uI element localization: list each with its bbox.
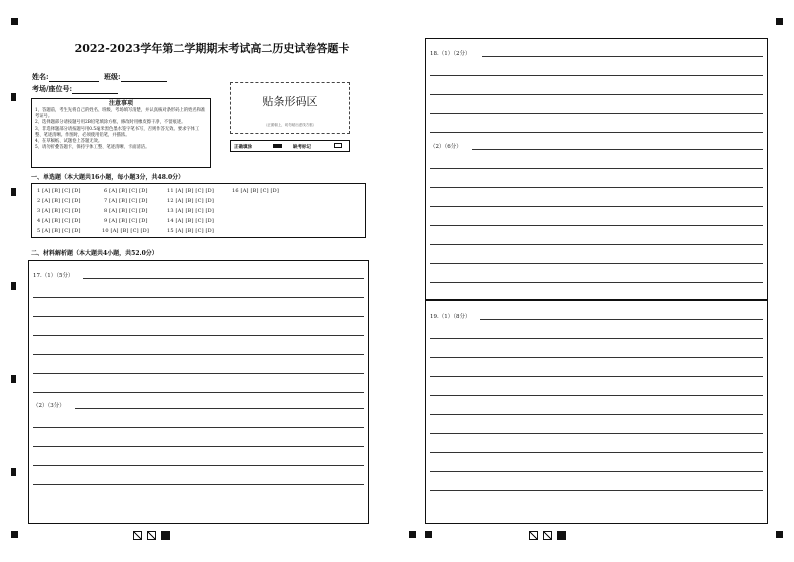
mcq-question[interactable]: 10 [A] [B] [C] [D] xyxy=(102,228,150,234)
answer-box-q18[interactable] xyxy=(425,38,768,300)
side-mark xyxy=(11,468,16,476)
answer-line xyxy=(430,471,763,472)
notice-heading: 注意事项 xyxy=(108,100,133,107)
answer-line xyxy=(482,56,763,57)
footer-diag-mark xyxy=(529,531,538,540)
correct-fill-swatch xyxy=(273,144,282,148)
footer-solid-mark xyxy=(557,531,566,540)
side-mark xyxy=(11,188,16,196)
answer-line xyxy=(33,427,364,428)
notice-box xyxy=(31,98,211,168)
answer-line xyxy=(33,446,364,447)
room-seat-label: 考场/座位号: xyxy=(32,84,73,93)
answer-line xyxy=(33,335,364,336)
room-seat-field[interactable] xyxy=(32,84,118,94)
side-mark xyxy=(11,375,16,383)
barcode-label: 贴条形码区 xyxy=(262,95,318,108)
answer-line xyxy=(430,132,763,133)
answer-line xyxy=(33,484,364,485)
answer-line xyxy=(430,282,763,283)
q17-part2-label: （2）（3分） xyxy=(33,403,65,409)
corner-mark-bottom-mid-left xyxy=(409,531,416,538)
answer-line xyxy=(472,149,763,150)
answer-line xyxy=(430,168,763,169)
answer-line xyxy=(75,408,364,409)
class-label: 班级: xyxy=(104,72,121,81)
mcq-question[interactable]: 14 [A] [B] [C] [D] xyxy=(167,218,215,224)
answer-line xyxy=(430,490,763,491)
mcq-question[interactable]: 12 [A] [B] [C] [D] xyxy=(167,198,215,204)
notice-item: 4、在草稿纸、试题卷上答题无效。 xyxy=(35,139,103,145)
mcq-question[interactable]: 15 [A] [B] [C] [D] xyxy=(167,228,215,234)
answer-box-q17[interactable] xyxy=(28,260,369,524)
mcq-question[interactable]: 6 [A] [B] [C] [D] xyxy=(104,188,148,194)
answer-line xyxy=(430,244,763,245)
answer-line xyxy=(430,206,763,207)
corner-mark-top-right xyxy=(776,18,783,25)
absent-mark-box[interactable] xyxy=(334,143,342,148)
answer-line xyxy=(430,452,763,453)
mcq-question[interactable]: 7 [A] [B] [C] [D] xyxy=(104,198,148,204)
answer-line xyxy=(33,373,364,374)
mcq-question[interactable]: 5 [A] [B] [C] [D] xyxy=(37,228,81,234)
answer-line xyxy=(430,75,763,76)
answer-line xyxy=(33,297,364,298)
answer-line xyxy=(83,278,364,279)
mcq-question[interactable]: 4 [A] [B] [C] [D] xyxy=(37,218,81,224)
correct-fill-label: 正确填涂 xyxy=(234,145,252,150)
answer-line xyxy=(33,392,364,393)
name-label: 姓名: xyxy=(32,72,49,81)
section2-heading: 二、材料解析题（本大题共4小题，共52.0分） xyxy=(31,250,158,257)
corner-mark-bottom-mid-right xyxy=(425,531,432,538)
barcode-sub: （正面朝上，切勿贴出虚线方框） xyxy=(263,123,317,127)
mcq-question[interactable]: 3 [A] [B] [C] [D] xyxy=(37,208,81,214)
absent-mark-label: 缺考标记 xyxy=(293,145,311,150)
answer-line xyxy=(430,414,763,415)
footer-diag-mark xyxy=(147,531,156,540)
side-mark xyxy=(11,282,16,290)
mcq-question[interactable]: 11 [A] [B] [C] [D] xyxy=(167,188,215,194)
q18-part1-label: 18.（1）（2分） xyxy=(430,51,471,57)
section1-heading: 一、单选题（本大题共16小题，每小题3分，共48.0分） xyxy=(31,174,185,181)
answer-line xyxy=(33,354,364,355)
notice-item: 2、选择题部分请按题号用2B铅笔填涂方框，修改时用橡皮擦干净，不留痕迹。 xyxy=(35,120,186,126)
footer-diag-mark xyxy=(543,531,552,540)
q19-part1-label: 19.（1）（8分） xyxy=(430,314,471,320)
notice-item: 1、答题前，考生先将自己的姓名、班级、考场填写清楚，并认真核对条形码上的姓名和准考证号。 xyxy=(35,108,206,120)
notice-item: 3、非选择题部分请按题号用0.5毫米黑色墨水签字笔书写，否则作答无效。要求字体工整、笔迹清晰。作图时，必须使用铅笔，并描浓。 xyxy=(35,126,200,138)
corner-mark-top-left xyxy=(11,18,18,25)
answer-line xyxy=(430,94,763,95)
footer-diag-mark xyxy=(133,531,142,540)
mcq-question[interactable]: 2 [A] [B] [C] [D] xyxy=(37,198,81,204)
answer-line xyxy=(33,316,364,317)
answer-line xyxy=(430,113,763,114)
mcq-question[interactable]: 1 [A] [B] [C] [D] xyxy=(37,188,81,194)
answer-box-q19[interactable] xyxy=(425,300,768,524)
corner-mark-bottom-right xyxy=(776,531,783,538)
answer-line xyxy=(430,187,763,188)
page-title: 2022-2023学年第二学期期末考试高二历史试卷答题卡 xyxy=(74,42,350,55)
q17-part1-label: 17.（1）（5分） xyxy=(33,273,74,279)
mcq-question[interactable]: 8 [A] [B] [C] [D] xyxy=(104,208,148,214)
mcq-question[interactable]: 9 [A] [B] [C] [D] xyxy=(104,218,148,224)
side-mark xyxy=(11,93,16,101)
answer-line xyxy=(430,376,763,377)
mcq-question[interactable]: 16 [A] [B] [C] [D] xyxy=(232,188,280,194)
answer-line xyxy=(430,395,763,396)
mcq-question[interactable]: 13 [A] [B] [C] [D] xyxy=(167,208,215,214)
fill-legend xyxy=(230,140,350,152)
answer-line xyxy=(430,225,763,226)
answer-line xyxy=(430,433,763,434)
barcode-area xyxy=(230,82,350,134)
class-field[interactable] xyxy=(104,72,167,82)
mcq-grid xyxy=(31,183,366,238)
name-field[interactable] xyxy=(32,72,99,82)
notice-item: 5、请勿折叠答题卡，保持字体工整、笔迹清晰、卡面清洁。 xyxy=(35,145,150,151)
answer-line xyxy=(430,338,763,339)
corner-mark-bottom-left xyxy=(11,531,18,538)
footer-solid-mark xyxy=(161,531,170,540)
answer-line xyxy=(33,465,364,466)
answer-line xyxy=(430,357,763,358)
q18-part2-label: （2）（6分） xyxy=(430,144,462,150)
answer-line xyxy=(430,263,763,264)
answer-line xyxy=(480,319,763,320)
